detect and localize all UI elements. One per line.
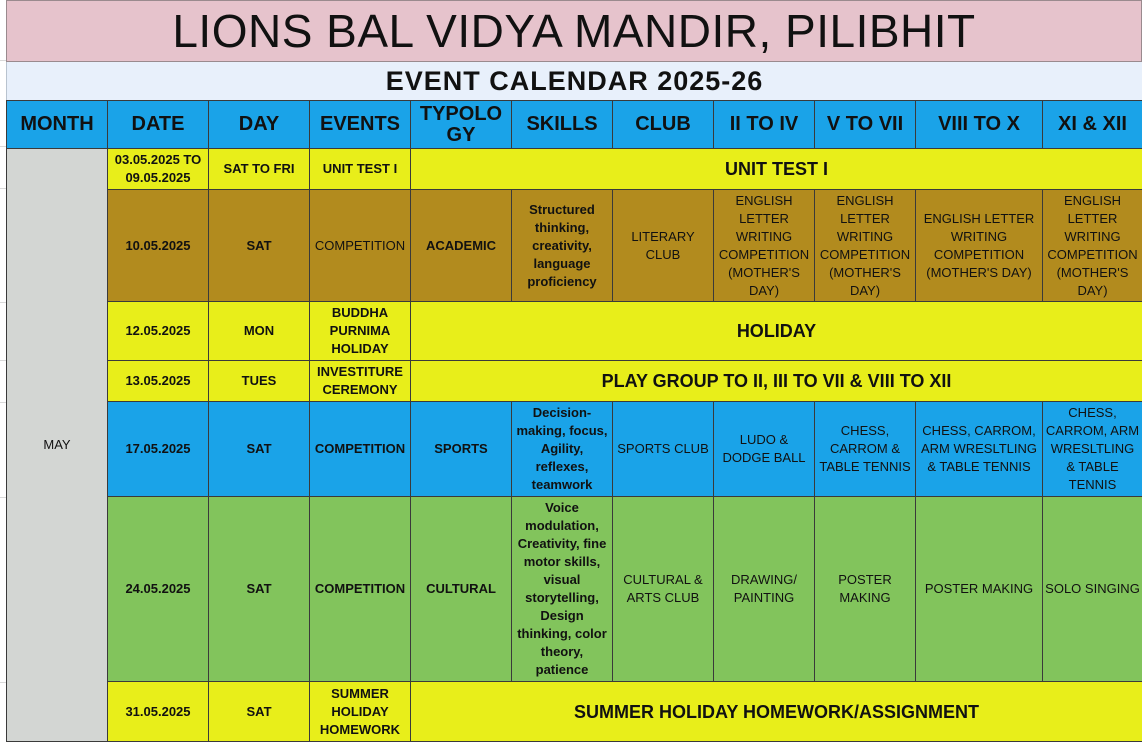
header-skills: SKILLS bbox=[511, 100, 613, 149]
header-day: DAY bbox=[208, 100, 310, 149]
row-event: COMPETITION bbox=[309, 189, 411, 302]
row-club: CULTURAL & ARTS CLUB bbox=[612, 496, 714, 682]
row-day: SAT bbox=[208, 496, 310, 682]
row-xi-xii: ENGLISH LETTER WRITING COMPETITION (MOTHER'S DAY) bbox=[1042, 189, 1142, 302]
row-merged-note: HOLIDAY bbox=[410, 301, 1142, 361]
row-typology: CULTURAL bbox=[410, 496, 512, 682]
row-day: SAT bbox=[208, 401, 310, 497]
row-day: SAT bbox=[208, 681, 310, 742]
header-typology: TYPOLO GY bbox=[410, 100, 512, 149]
header-v-to-vii: V TO VII bbox=[814, 100, 916, 149]
row-viii-to-x: POSTER MAKING bbox=[915, 496, 1043, 682]
row-ii-to-iv: ENGLISH LETTER WRITING COMPETITION (MOTHER'S DAY) bbox=[713, 189, 815, 302]
row-typology: ACADEMIC bbox=[410, 189, 512, 302]
header-club: CLUB bbox=[612, 100, 714, 149]
row-date: 03.05.2025 TO 09.05.2025 bbox=[107, 148, 209, 190]
row-event: UNIT TEST I bbox=[309, 148, 411, 190]
header-ii-to-iv: II TO IV bbox=[713, 100, 815, 149]
row-ii-to-iv: DRAWING/ PAINTING bbox=[713, 496, 815, 682]
row-day: TUES bbox=[208, 360, 310, 402]
row-date: 31.05.2025 bbox=[107, 681, 209, 742]
header-date: DATE bbox=[107, 100, 209, 149]
row-merged-note: PLAY GROUP TO II, III TO VII & VIII TO XII bbox=[410, 360, 1142, 402]
row-event: SUMMER HOLIDAY HOMEWORK bbox=[309, 681, 411, 742]
row-date: 13.05.2025 bbox=[107, 360, 209, 402]
row-club: SPORTS CLUB bbox=[612, 401, 714, 497]
row-event: COMPETITION bbox=[309, 401, 411, 497]
row-xi-xii: CHESS, CARROM, ARM WRESLTLING & TABLE TENNIS bbox=[1042, 401, 1142, 497]
row-event: BUDDHA PURNIMA HOLIDAY bbox=[309, 301, 411, 361]
header-viii-to-x: VIII TO X bbox=[915, 100, 1043, 149]
calendar-subtitle: EVENT CALENDAR 2025-26 bbox=[6, 62, 1142, 100]
header-events: EVENTS bbox=[309, 100, 411, 149]
row-date: 12.05.2025 bbox=[107, 301, 209, 361]
row-merged-note: SUMMER HOLIDAY HOMEWORK/ASSIGNMENT bbox=[410, 681, 1142, 742]
row-viii-to-x: ENGLISH LETTER WRITING COMPETITION (MOTHER'S DAY) bbox=[915, 189, 1043, 302]
row-skills: Voice modulation, Creativity, fine motor skills, visual storytelling, Design thinking, color theory, patience bbox=[511, 496, 613, 682]
row-date: 17.05.2025 bbox=[107, 401, 209, 497]
row-day: SAT TO FRI bbox=[208, 148, 310, 190]
event-calendar-table bbox=[6, 100, 1142, 741]
row-date: 10.05.2025 bbox=[107, 189, 209, 302]
row-event: COMPETITION bbox=[309, 496, 411, 682]
row-v-to-vii: ENGLISH LETTER WRITING COMPETITION (MOTHER'S DAY) bbox=[814, 189, 916, 302]
row-xi-xii: SOLO SINGING bbox=[1042, 496, 1142, 682]
row-day: SAT bbox=[208, 189, 310, 302]
header-xi-xii: XI & XII bbox=[1042, 100, 1142, 149]
month-cell: MAY bbox=[6, 148, 108, 742]
row-day: MON bbox=[208, 301, 310, 361]
row-skills: Structured thinking, creativity, language proficiency bbox=[511, 189, 613, 302]
row-v-to-vii: CHESS, CARROM & TABLE TENNIS bbox=[814, 401, 916, 497]
row-club: LITERARY CLUB bbox=[612, 189, 714, 302]
row-viii-to-x: CHESS, CARROM, ARM WRESLTLING & TABLE TENNIS bbox=[915, 401, 1043, 497]
header-month: MONTH bbox=[6, 100, 108, 149]
row-date: 24.05.2025 bbox=[107, 496, 209, 682]
row-event: INVESTITURE CEREMONY bbox=[309, 360, 411, 402]
row-merged-note: UNIT TEST I bbox=[410, 148, 1142, 190]
row-v-to-vii: POSTER MAKING bbox=[814, 496, 916, 682]
school-title: LIONS BAL VIDYA MANDIR, PILIBHIT bbox=[6, 0, 1142, 62]
row-ii-to-iv: LUDO & DODGE BALL bbox=[713, 401, 815, 497]
row-typology: SPORTS bbox=[410, 401, 512, 497]
row-skills: Decision-making, focus, Agility, reflexes, teamwork bbox=[511, 401, 613, 497]
